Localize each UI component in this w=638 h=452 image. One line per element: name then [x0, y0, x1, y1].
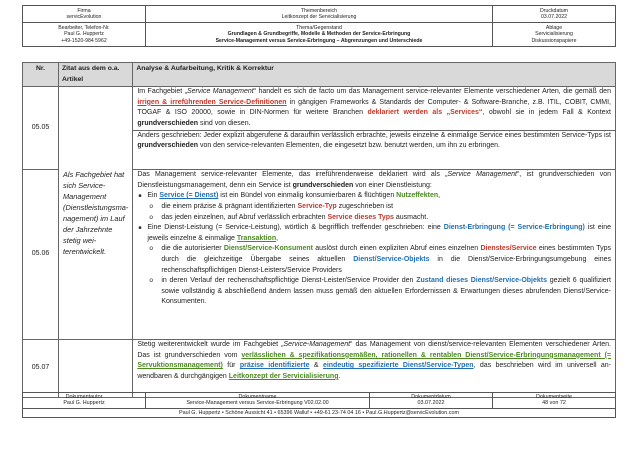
list-item: o in deren Verlauf der rechenschaftspflichtige Dienst-Leister/Service Provider den Zustand dieses Dienst/Service-Objekts gezielt 6 qualifiziert sowie vollständig & abschließend ändern lassen muss gemäß den aktuellen Erfordernissen & Erwartungen dieses abrufenden Dienst/Service-Konsumenten.	[161, 276, 611, 308]
themenbereich-value: Leitkonzept der Servicialisierung	[281, 14, 357, 20]
thema-line-1: Grundlagen & Grundbegriffe, Modelle & Methoden der Service-Erbringung	[227, 31, 411, 38]
dokumentdatum-cell	[370, 393, 493, 409]
thema-line-2: Service-Management versus Service-Erbringung – Abgrenzungen und Unterschiede	[215, 37, 423, 44]
ablage-label: Ablage	[545, 25, 563, 32]
ablage-line-1: Servicialisierung	[535, 31, 573, 38]
themenbereich-cell	[146, 6, 493, 23]
zitat-cell-empty	[59, 340, 133, 398]
ablage-line-2: Diskussionspapiere	[531, 37, 577, 44]
bearbeiter-name: Paul G. Huppertz	[64, 31, 104, 38]
analysis-paragraph: Stetig weiterentwickelt wurde im Fachgebiet „Service-Management“ das Management von dienst/service-relevanten Elementen verschiedener Arten. Das ist grundverschieden vom verlässlichen & spezifikationsgemäßen, rationellen & rentablen Dienst/Service-Erbringungsmanagement (= Servuktionsmanagement) für präzise identifizierte & eindeutig spezifizierte Dienst/Service-Typen, das beschrieben wird im universell an-wendbaren & durchgängigen Leitkonzept der Servicialisierung.	[137, 341, 612, 380]
analysis-paragraph: Anders geschrieben: Jeder explizit abgerufene & daraufhin verlässlich erbrachte, jeweils einzelne & einmalige Service eines bestimmten Service-Typs ist grundverschieden von den service-relevanten Elementen, die eingesetzt bzw. benutzt werden, um ihn zu erbringen.	[133, 130, 615, 152]
dokumentseite-label: Dokumentseite	[536, 394, 572, 400]
bullet-list	[137, 191, 611, 308]
row-number: 05.06	[23, 170, 59, 340]
list-item: o die die autorisierter Dienst/Service-Konsument auslöst durch einen expliziten Abruf eines einzelnen Dienstes/Service eines bestimmten Typs durch die gleichzeitige Übergabe seines aktuellen Dienst/Service-Objekts in die Dienst/Service-Erbringungsumgebung eines rechenschaftspflichtigen Dienst-Leisters/Service Providers	[161, 244, 611, 276]
row-number: 05.05	[23, 87, 59, 170]
firma-label: Firma	[77, 7, 91, 14]
druckdatum-cell	[493, 6, 616, 23]
dokumentdatum-label: Dokumentdatum	[411, 394, 451, 400]
analysis-cell	[133, 170, 616, 340]
sub-list	[147, 244, 611, 308]
document-footer	[22, 392, 616, 418]
footer-address: Paul G. Huppertz • Schöne Aussicht 41 • 65396 Walluf • +49-61 23-74 04 16 • Paul.G.Huppertz@servicEvolution.com	[23, 408, 616, 417]
row-number: 05.07	[23, 340, 59, 398]
autor-label: Dokumentautor	[65, 394, 103, 400]
druckdatum-value: 03.07.2022	[541, 14, 567, 20]
column-header-analyse: Analyse & Aufarbeitung, Kritik & Korrektur	[133, 63, 616, 87]
druckdatum-label: Druckdatum	[540, 7, 568, 14]
themenbereich-label: Themenbereich	[300, 7, 338, 14]
sub-list	[147, 202, 611, 223]
analysis-paragraph: Im Fachgebiet „Service Management“ handelt es sich de facto um das Management service-relevanter Elemente verschiedener Arten, die gemäß den irrigen & irreführenden Service-Definitionen in gängigen Frameworks & Standards der Computer- & Software-Branche, z.B. ITIL, COBIT, CMMI, TOGAF & ISO 20000, sowie in DIN-Normen für weitere Branchen deklariert werden als „Services“, obwohl sie in jedem Fall & Kontext grundverschieden sind von diesen.	[137, 88, 611, 127]
bearbeiter-label: Bearbeiter, Telefon-Nr.	[58, 25, 110, 32]
table-row	[23, 340, 616, 398]
list-item: ■ Ein Service (= Dienst) ist ein Bündel von einmalig konsumierbaren & flüchtigen Nutzeffekten, o die einem präzise & prägnant identifizierten Service-Typ zugeschrieben ist o das jeden einzelnen, auf Abruf verlässlich erbrachten Service dieses Typs ausmacht.	[147, 191, 611, 223]
autor-value: Paul G. Huppertz	[63, 400, 105, 407]
dokumentseite-cell	[493, 393, 616, 409]
list-item: o die einem präzise & prägnant identifizierten Service-Typ zugeschrieben ist	[161, 202, 611, 213]
analysis-cell	[133, 87, 616, 170]
autor-cell	[23, 393, 146, 409]
list-item: o das jeden einzelnen, auf Abruf verlässlich erbrachten Service dieses Typs ausmacht.	[161, 213, 611, 224]
dokumentdatum-value: 03.07.2022	[417, 400, 445, 407]
dokumentname-value: Service-Management versus Service-Erbringung V02.02.00	[186, 400, 329, 407]
analysis-paragraph: Das Management service-relevanter Elemente, das irreführenderweise deklariert wird als „Service Management“, ist grundverschieden von Dienstleistungsmanagement, denn ein Service ist grundverschieden von einer Dienstleistung:	[137, 171, 611, 189]
table-row	[23, 87, 616, 170]
column-header-zitat: Zitat aus dem o.a. Artikel	[59, 63, 133, 87]
document-header	[22, 5, 616, 47]
dokumentname-label: Dokumentname	[238, 394, 277, 400]
list-item: ■ Eine Dienst-Leistung (= Service-Leistung), wörtlich & begrifflich treffender geschrieben: eine Dienst-Erbringung (= Service-Erbringung) ist eine jeweils einzelne & einmalige Transaktion, o die die autorisierter Dienst/Service-Konsument auslöst durch einen expliziten Abruf eines einzelnen Dienstes/Service eines bestimmten Typs durch die gleichzeitige Übergabe seines aktuellen Dienst/Service-Objekts in die Dienst/Service-Erbringungsumgebung eines rechenschaftspflichtigen Dienst-Leisters/Service Providers o in deren Verlauf der rechenschaftspflichtige Dienst-Leister/Service Provider den Zustand dieses Dienst/Service-Objekts gezielt 6 qualifiziert sowie vollständig & abschließend ändern lassen muss gemäß den aktuellen Erfordernissen & Erwartungen dieses abrufenden Dienst/Service-Konsumenten.	[147, 223, 611, 308]
dokumentname-cell	[146, 393, 370, 409]
bearbeiter-cell	[23, 23, 146, 47]
zitat-cell: Als Fachgebiet hat sich Service-Management (Dienstleistungsma-nagement) im Lauf der Jahrzehnte stetig wei-terentwickelt.	[59, 87, 133, 340]
column-header-nr: Nr.	[23, 63, 59, 87]
bearbeiter-phone: +49-1520-984 5962	[61, 37, 107, 44]
analysis-cell	[133, 340, 616, 398]
thema-label: Thema/Gegenstand	[296, 25, 342, 32]
dokumentseite-value: 48 von 72	[542, 400, 566, 407]
ablage-cell	[493, 23, 616, 47]
analysis-table	[22, 62, 616, 398]
thema-cell	[146, 23, 493, 47]
firma-value: servicEvolution	[66, 14, 102, 20]
firma-cell	[23, 6, 146, 23]
